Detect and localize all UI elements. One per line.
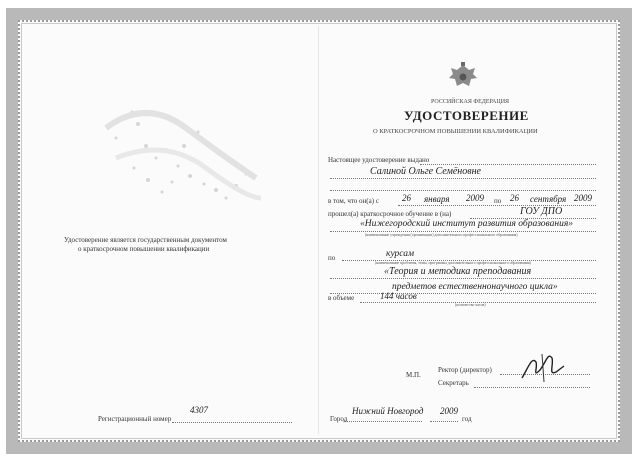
issued-underline xyxy=(420,164,596,165)
period-prefix: в том, что он(а) с xyxy=(328,197,379,205)
issued-label: Настоящее удостоверение выдано xyxy=(328,156,430,164)
end-year: 2009 xyxy=(574,193,592,203)
end-day: 26 xyxy=(510,193,519,203)
institution-abbr: ГОУ ДПО xyxy=(520,206,563,217)
program-label: по xyxy=(328,254,336,262)
city-label: Город xyxy=(330,415,348,423)
document-subtitle: О КРАТКОСРОЧНОМ ПОВЫШЕНИИ КВАЛИФИКАЦИИ xyxy=(373,128,538,135)
secretary-label: Секретарь xyxy=(438,379,469,387)
start-month: января xyxy=(424,194,450,204)
seal-mark: М.П. xyxy=(406,371,421,379)
institution-underline xyxy=(330,231,596,232)
country-heading: РОССИЙСКАЯ ФЕДЕРАЦИЯ xyxy=(431,99,510,105)
end-month: сентября xyxy=(530,194,567,204)
program-line1: «Теория и методика преподавания xyxy=(384,266,532,277)
period-mid: по xyxy=(494,197,502,205)
reg-underline xyxy=(172,422,292,423)
year-underline xyxy=(430,421,458,422)
program-line2: предметов естественнонаучного цикла» xyxy=(392,282,558,292)
program-caption: (наименование проблемы, темы, программы дополнительного профессионального образования) xyxy=(375,261,531,265)
study-label: прошел(а) краткосрочное обучение в (на) xyxy=(328,210,452,218)
period-underline xyxy=(398,205,596,206)
rector-label: Ректор (директор) xyxy=(438,366,492,374)
coat-of-arms-icon xyxy=(443,62,483,92)
city-name: Нижний Новгород xyxy=(352,406,424,416)
reg-number: 4307 xyxy=(190,405,208,415)
document-title: УДОСТОВЕРЕНИЕ xyxy=(404,108,529,123)
start-day: 26 xyxy=(402,193,411,203)
faded-stamp-icon xyxy=(86,88,276,218)
reg-label: Регистрационный номер xyxy=(98,415,172,423)
start-year: 2009 xyxy=(466,193,484,203)
signature-icon xyxy=(518,348,568,388)
year-suffix: год xyxy=(462,415,472,423)
program-underline-3 xyxy=(330,293,596,294)
volume-value: 144 часов xyxy=(380,291,417,301)
issue-year: 2009 xyxy=(440,406,458,416)
program-underline-2 xyxy=(330,278,596,279)
left-note-line1: Удостоверение является государственным документом xyxy=(64,236,227,244)
recipient-underline xyxy=(330,178,596,179)
recipient-underline-2 xyxy=(330,190,596,191)
volume-label: в объеме xyxy=(328,294,355,302)
center-fold xyxy=(318,26,319,434)
left-note-line2: о краткосрочном повышении квалификации xyxy=(78,245,210,253)
volume-caption: (количество часов) xyxy=(455,303,486,307)
program-word: курсам xyxy=(386,249,415,259)
institution-name: «Нижегородский институт развития образования» xyxy=(360,219,573,229)
recipient-name: Салиной Ольге Семёновне xyxy=(370,166,481,177)
institution-caption: (наименование учреждения (организации) дополнительного профессионального образования) xyxy=(365,233,518,237)
city-underline xyxy=(344,421,422,422)
